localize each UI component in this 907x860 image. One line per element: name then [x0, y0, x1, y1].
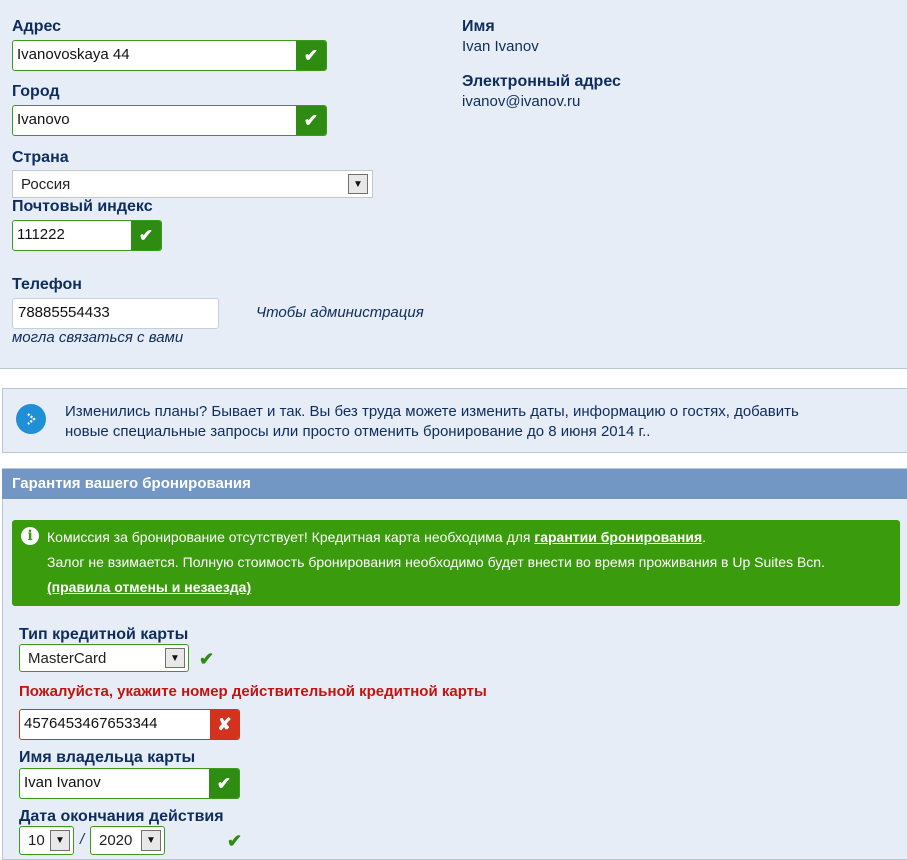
expiry-year-value: 2020 — [99, 832, 133, 849]
info-line1 — [47, 529, 706, 545]
phone-hint-line1: Чтобы администрация — [256, 304, 424, 321]
email-value: ivanov@ivanov.ru — [462, 93, 581, 110]
address-label: Адрес — [12, 18, 62, 35]
postcode-field[interactable] — [12, 220, 162, 251]
card-type-label: Тип кредитной карты — [19, 626, 189, 643]
check-icon: ✔ — [296, 41, 326, 70]
email-label: Электронный адрес — [462, 73, 621, 90]
expiry-month-select[interactable] — [19, 826, 74, 855]
address-input-text: Ivanovoskaya 44 — [17, 46, 130, 63]
expiry-separator: / — [80, 831, 85, 848]
country-label: Страна — [12, 149, 69, 166]
postcode-input-text: 111222 — [17, 226, 65, 243]
info-line1-text: Комиссия за бронирование отсутствует! Кредитная карта необходима для — [47, 529, 535, 545]
card-number-input-text: 4576453467653344 — [24, 715, 158, 732]
expiry-label: Дата окончания действия — [19, 808, 224, 825]
name-value: Ivan Ivanov — [462, 38, 539, 55]
phone-hint-line2: могла связаться с вами — [12, 329, 184, 346]
card-number-error: Пожалуйста, укажите номер действительной кредитной карты — [19, 683, 487, 700]
card-number-field[interactable] — [19, 709, 240, 740]
info-line2: Залог не взимается. Полную стоимость бронирования необходимо будет внести во время проживания в Up Suites Bcn. — [47, 554, 825, 570]
chevron-down-icon[interactable]: ▼ — [165, 648, 185, 668]
notice-line1: Изменились планы? Бывает и так. Вы без труда можете изменить даты, информацию о гостях, добавить — [65, 403, 799, 420]
phone-field[interactable] — [12, 298, 219, 329]
holder-label: Имя владельца карты — [19, 749, 196, 766]
city-label: Город — [12, 83, 60, 100]
chevron-down-icon[interactable]: ▼ — [50, 830, 70, 851]
country-select[interactable] — [12, 170, 373, 198]
city-input-text: Ivanovo — [17, 111, 70, 128]
phone-label: Телефон — [12, 276, 82, 293]
cancellation-rules-link[interactable]: (правила отмены и незаезда) — [47, 579, 252, 595]
check-icon: ✔ — [199, 649, 215, 669]
country-select-value: Россия — [21, 176, 71, 193]
holder-input-text: Ivan Ivanov — [24, 774, 101, 791]
close-icon: ✘ — [210, 710, 239, 739]
address-field[interactable] — [12, 40, 327, 71]
chevron-down-icon[interactable]: ▼ — [141, 830, 161, 851]
card-type-select[interactable] — [19, 644, 189, 672]
info-line1-suffix: . — [702, 529, 707, 545]
card-type-value: MasterCard — [28, 650, 107, 667]
city-field[interactable] — [12, 105, 327, 136]
expiry-year-select[interactable] — [90, 826, 165, 855]
check-icon: ✔ — [227, 831, 243, 851]
expiry-month-value: 10 — [28, 832, 45, 849]
guarantee-info-box — [12, 520, 900, 606]
notice-line2: новые специальные запросы или просто отменить бронирование до 8 июня 2014 г.. — [65, 423, 651, 440]
check-icon: ✔ — [296, 106, 326, 135]
section-title: Гарантия вашего бронирования — [2, 469, 907, 499]
chevron-down-icon[interactable]: ▼ — [348, 174, 368, 194]
check-icon: ✔ — [209, 769, 239, 798]
name-label: Имя — [462, 18, 495, 35]
guarantee-link[interactable]: гарантии бронирования — [534, 529, 703, 545]
holder-field[interactable] — [19, 768, 240, 799]
info-icon: i — [21, 527, 39, 545]
postcode-label: Почтовый индекс — [12, 198, 153, 215]
phone-input-text: 78885554433 — [18, 304, 110, 321]
check-icon: ✔ — [131, 221, 161, 250]
arrow-right-icon — [16, 404, 46, 434]
